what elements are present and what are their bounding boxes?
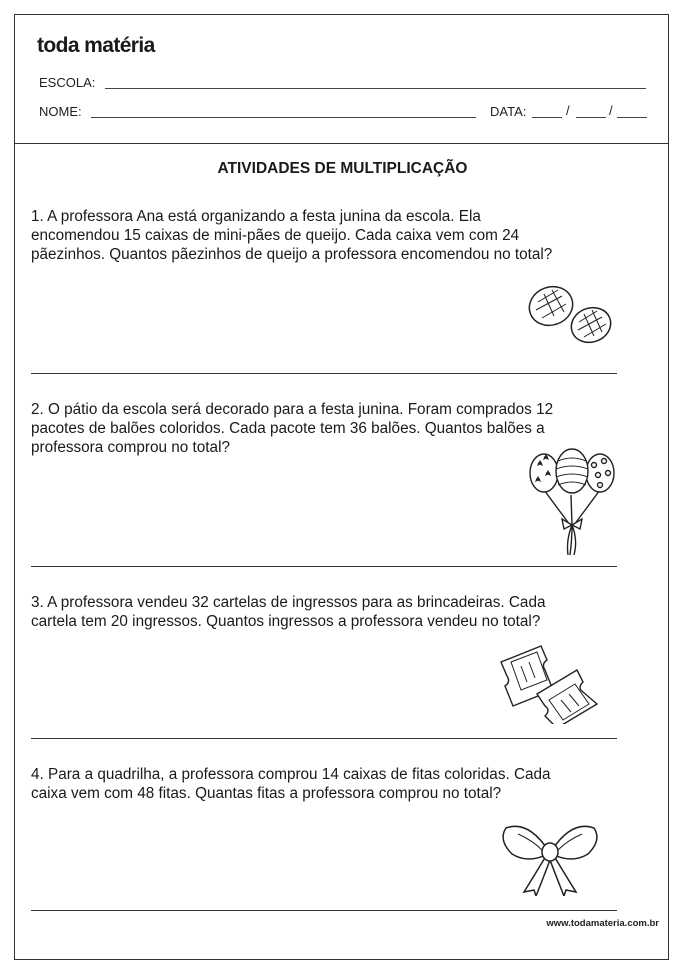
question-2-line: professora comprou no total? (31, 439, 230, 456)
bread-rolls-icon (524, 282, 614, 348)
tickets-icon (497, 642, 605, 724)
date-label: DATA: (490, 104, 527, 119)
question-4 (31, 765, 611, 803)
question-1-line: encomendou 15 caixas de mini-pães de queijo. Cada caixa vem com 24 (31, 227, 520, 244)
question-3-line: 3. A professora vendeu 32 cartelas de ingressos para as brincadeiras. Cada (31, 594, 546, 611)
brand-logo: toda matéria (37, 34, 155, 57)
footer-url[interactable]: www.todamateria.com.br (546, 918, 659, 929)
ribbon-bow-icon (498, 820, 602, 896)
date-month-line[interactable] (576, 117, 606, 118)
question-3-line: cartela tem 20 ingressos. Quantos ingressos a professora vendeu no total? (31, 613, 541, 630)
answer-line-4[interactable] (31, 910, 617, 911)
question-3 (31, 593, 611, 631)
date-day-line[interactable] (532, 117, 562, 118)
answer-line-3[interactable] (31, 738, 617, 739)
date-separator: / (609, 103, 613, 118)
name-label: NOME: (39, 104, 82, 119)
page-title: ATIVIDADES DE MULTIPLICAÇÃO (217, 160, 468, 177)
date-separator: / (566, 103, 570, 118)
question-2 (31, 400, 611, 457)
answer-line-1[interactable] (31, 373, 617, 374)
answer-line-2[interactable] (31, 566, 617, 567)
date-year-line[interactable] (617, 117, 647, 118)
name-field-line[interactable] (91, 117, 476, 118)
question-1-line: pãezinhos. Quantos pãezinhos de queijo a professora encomendou no total? (31, 246, 553, 263)
worksheet-header (15, 15, 668, 144)
school-label: ESCOLA: (39, 75, 96, 90)
question-4-line: 4. Para a quadrilha, a professora comprou 14 caixas de fitas coloridas. Cada (31, 766, 551, 783)
question-2-line: 2. O pátio da escola será decorado para a festa junina. Foram comprados 12 (31, 401, 554, 418)
school-field-line[interactable] (105, 88, 646, 89)
balloons-icon (526, 445, 620, 557)
question-1 (31, 207, 611, 264)
question-4-line: caixa vem com 48 fitas. Quantas fitas a professora comprou no total? (31, 785, 502, 802)
question-2-line: pacotes de balões coloridos. Cada pacote tem 36 balões. Quantos balões a (31, 420, 545, 437)
question-1-line: 1. A professora Ana está organizando a festa junina da escola. Ela (31, 208, 481, 225)
